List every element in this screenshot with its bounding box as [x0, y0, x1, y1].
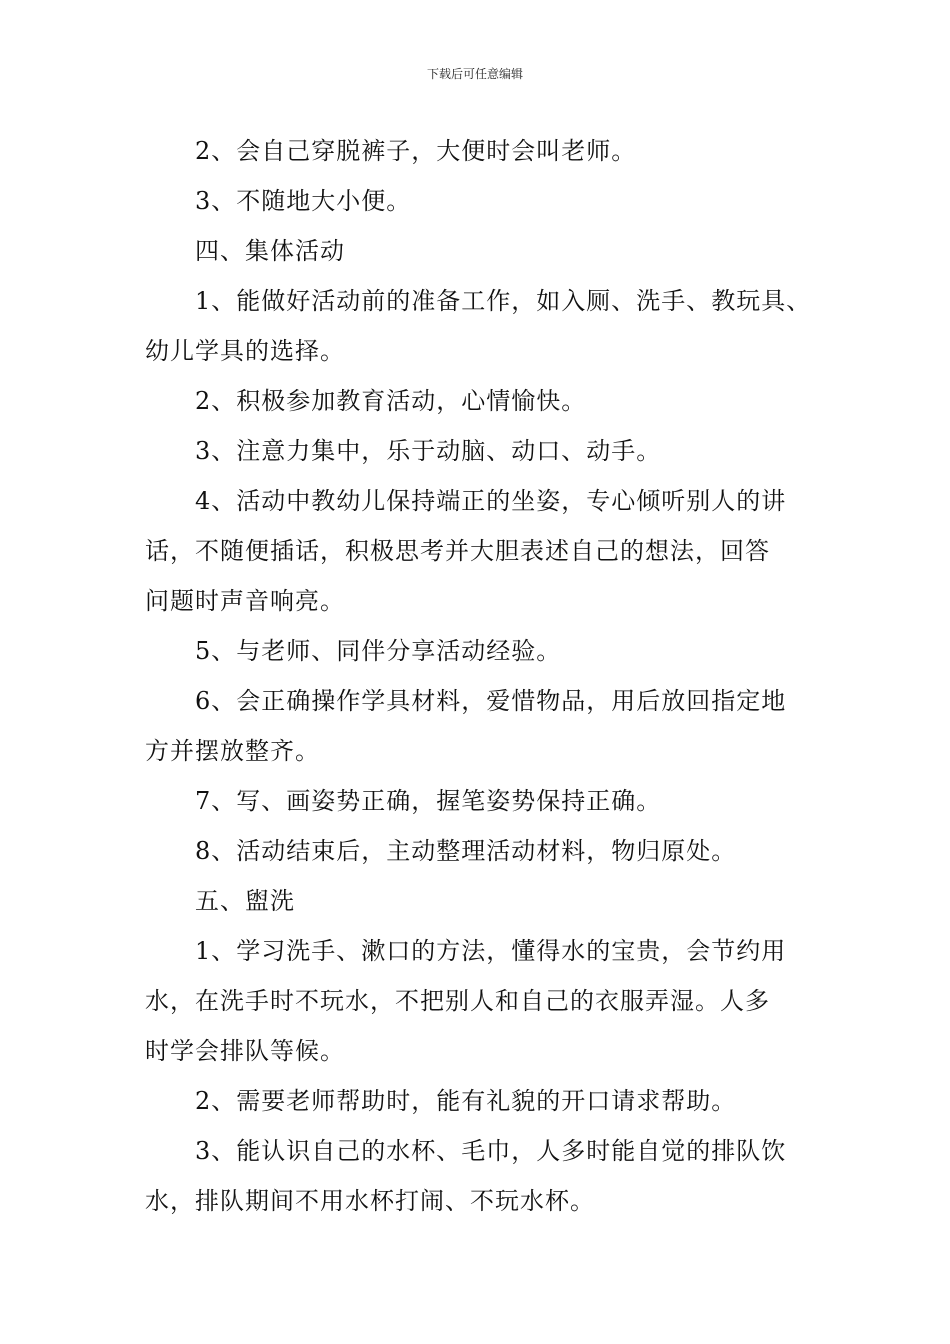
paragraph [145, 476, 835, 626]
text-line: 3、不随地大小便。 [195, 187, 412, 215]
page-header: 下载后可任意编辑 [426, 67, 523, 81]
text-line: 2、会自己穿脱裤子，大便时会叫老师。 [195, 137, 637, 165]
text-line: 时学会排队等候。 [145, 1037, 345, 1065]
paragraph [145, 1076, 835, 1126]
paragraph [145, 776, 835, 826]
text-line: 4、活动中教幼儿保持端正的坐姿，专心倾听别人的讲 [195, 487, 787, 515]
text-line: 3、能认识自己的水杯、毛巾，人多时能自觉的排队饮 [195, 1137, 787, 1165]
paragraph [145, 426, 835, 476]
text-line: 方并摆放整齐。 [145, 737, 320, 765]
text-line: 1、能做好活动前的准备工作，如入厕、洗手、教玩具、 [195, 287, 812, 315]
paragraph [145, 826, 835, 876]
text-line: 2、需要老师帮助时，能有礼貌的开口请求帮助。 [195, 1087, 737, 1115]
text-line: 四、集体活动 [195, 237, 345, 265]
paragraph [145, 276, 835, 376]
section-heading [145, 876, 835, 926]
section-heading [145, 226, 835, 276]
text-line: 问题时声音响亮。 [145, 587, 345, 615]
text-line: 五、盥洗 [195, 887, 295, 915]
text-line: 3、注意力集中，乐于动脑、动口、动手。 [195, 437, 662, 465]
paragraph [145, 626, 835, 676]
text-line: 8、活动结束后，主动整理活动材料，物归原处。 [195, 837, 737, 865]
text-line: 水，排队期间不用水杯打闹、不玩水杯。 [145, 1187, 595, 1215]
text-line: 5、与老师、同伴分享活动经验。 [195, 637, 562, 665]
text-line: 话，不随便插话，积极思考并大胆表述自己的想法，回答 [145, 537, 770, 565]
paragraph [145, 176, 835, 226]
paragraph [145, 676, 835, 776]
text-line: 幼儿学具的选择。 [145, 337, 345, 365]
paragraph [145, 376, 835, 426]
text-line: 水，在洗手时不玩水，不把别人和自己的衣服弄湿。人多 [145, 987, 770, 1015]
paragraph [145, 1126, 835, 1226]
text-line: 6、会正确操作学具材料，爱惜物品，用后放回指定地 [195, 687, 787, 715]
text-line: 2、积极参加教育活动，心情愉快。 [195, 387, 587, 415]
paragraph [145, 126, 835, 176]
document-body [145, 126, 835, 1226]
text-line: 7、写、画姿势正确，握笔姿势保持正确。 [195, 787, 662, 815]
paragraph [145, 926, 835, 1076]
text-line: 1、学习洗手、漱口的方法，懂得水的宝贵，会节约用 [195, 937, 787, 965]
